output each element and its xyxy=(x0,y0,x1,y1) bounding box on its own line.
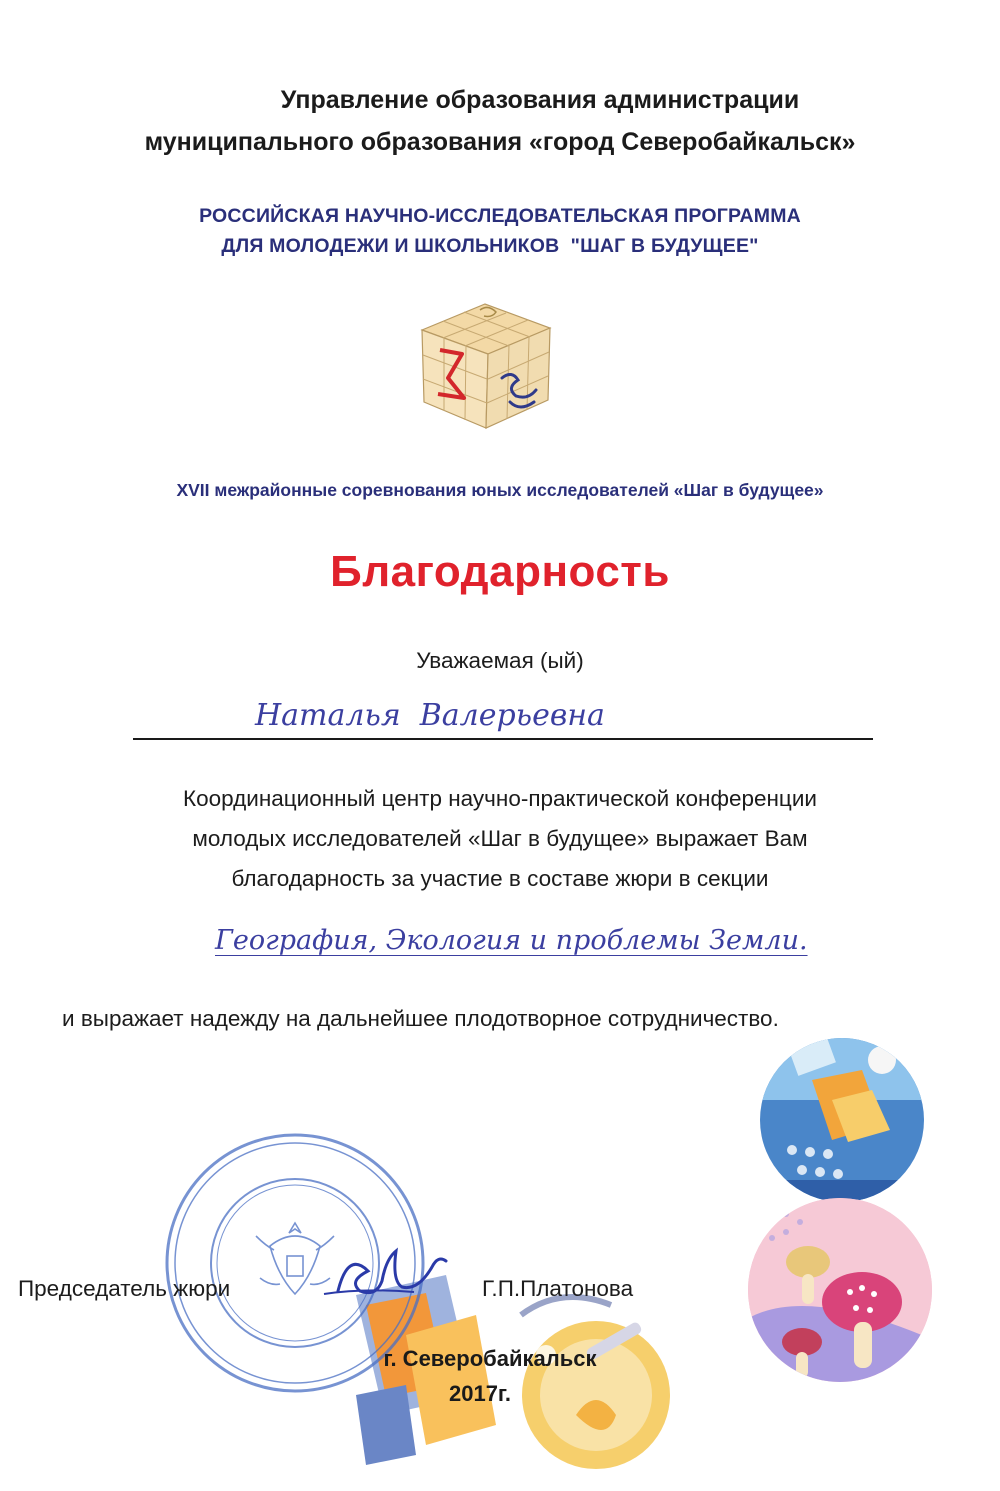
decorative-circle-bottom-icon xyxy=(742,1192,938,1388)
program-line-1: РОССИЙСКАЯ НАУЧНО-ИССЛЕДОВАТЕЛЬСКАЯ ПРОГРАММА xyxy=(199,205,801,227)
program-line-2: ДЛЯ МОЛОДЕЖИ И ШКОЛЬНИКОВ "ШАГ В БУДУЩЕЕ" xyxy=(221,235,759,257)
salutation: Уважаемая (ый) xyxy=(416,648,584,673)
certificate-title: Благодарность xyxy=(330,547,670,596)
event-title: XVII межрайонные соревнования юных исследователей «Шаг в будущее» xyxy=(176,480,824,500)
recipient-name: Наталья Валерьевна xyxy=(255,698,605,733)
decorative-circle-top-icon xyxy=(752,1030,932,1210)
signature-role: Председатель жюри xyxy=(18,1276,231,1301)
body-line-2: молодых исследователей «Шаг в будущее» выражает Вам xyxy=(192,826,808,851)
org-line-2: муниципального образования «город Северобайкальск» xyxy=(144,128,856,156)
signature-name: Г.П.Платонова xyxy=(482,1276,634,1301)
signature-scribble-icon xyxy=(318,1236,478,1316)
org-line-1: Управление образования администрации xyxy=(280,86,800,114)
body-line-1: Координационный центр научно-практической конференции xyxy=(183,786,817,811)
footer-city: г. Северобайкальск xyxy=(383,1346,597,1371)
recipient-name-line xyxy=(133,738,873,740)
closing-line: и выражает надежду на дальнейшее плодотворное сотрудничество. xyxy=(62,1006,779,1031)
section-name: География, Экология и проблемы Земли. xyxy=(215,925,808,956)
footer-year: 2017г. xyxy=(448,1381,511,1406)
body-line-3: благодарность за участие в составе жюри в секции xyxy=(231,866,769,891)
program-logo-cube-icon xyxy=(410,290,560,440)
